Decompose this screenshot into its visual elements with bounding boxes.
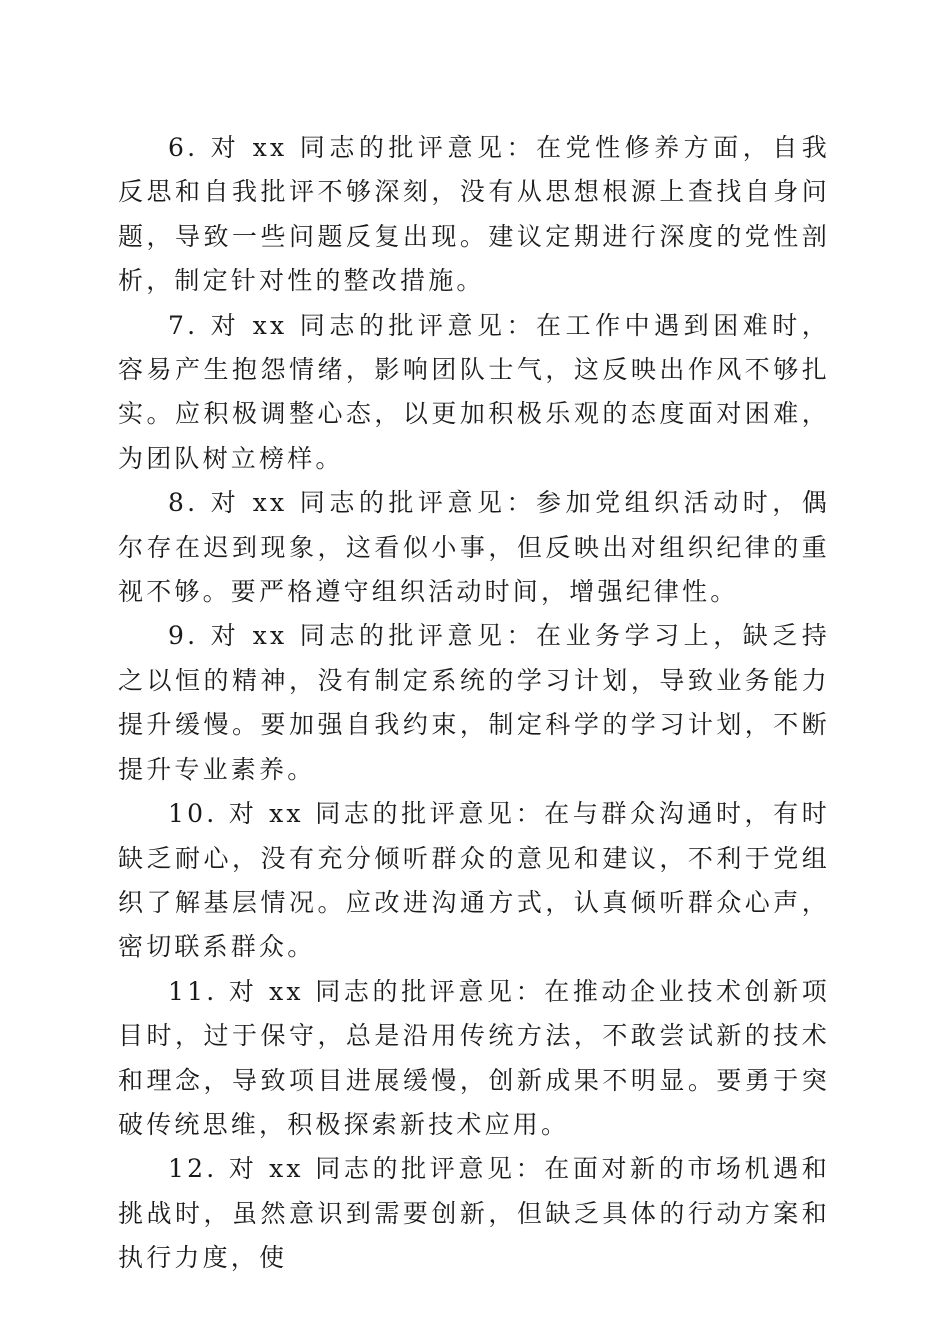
paragraph-10: 10. 对 xx 同志的批评意见：在与群众沟通时，有时缺乏耐心，没有充分倾听群众的意见和建议，不利于党组织了解基层情况。应改进沟通方式，认真倾听群众心声，密切联系群众。 bbox=[118, 799, 830, 962]
paragraph-7: 7. 对 xx 同志的批评意见：在工作中遇到困难时，容易产生抱怨情绪，影响团队士气，这反映出作风不够扎实。应积极调整心态，以更加积极乐观的态度面对困难，为团队树立榜样。 bbox=[118, 310, 830, 473]
paragraph-8: 8. 对 xx 同志的批评意见：参加党组织活动时，偶尔存在迟到现象，这看似小事，但反映出对组织纪律的重视不够。要严格遵守组织活动时间，增强纪律性。 bbox=[118, 488, 830, 607]
paragraph-9: 9. 对 xx 同志的批评意见：在业务学习上，缺乏持之以恒的精神，没有制定系统的学习计划，导致业务能力提升缓慢。要加强自我约束，制定科学的学习计划，不断提升专业素养。 bbox=[118, 621, 830, 784]
paragraph-11: 11. 对 xx 同志的批评意见：在推动企业技术创新项目时，过于保守，总是沿用传统方法，不敢尝试新的技术和理念，导致项目进展缓慢，创新成果不明显。要勇于突破传统思维，积极探索新技术应用。 bbox=[118, 976, 830, 1139]
paragraph-12: 12. 对 xx 同志的批评意见：在面对新的市场机遇和挑战时，虽然意识到需要创新，但缺乏具体的行动方案和执行力度，使 bbox=[118, 1154, 830, 1273]
document-body bbox=[118, 126, 830, 1281]
paragraph-6: 6. 对 xx 同志的批评意见：在党性修养方面，自我反思和自我批评不够深刻，没有从思想根源上查找自身问题，导致一些问题反复出现。建议定期进行深度的党性剖析，制定针对性的整改措施。 bbox=[118, 133, 830, 296]
